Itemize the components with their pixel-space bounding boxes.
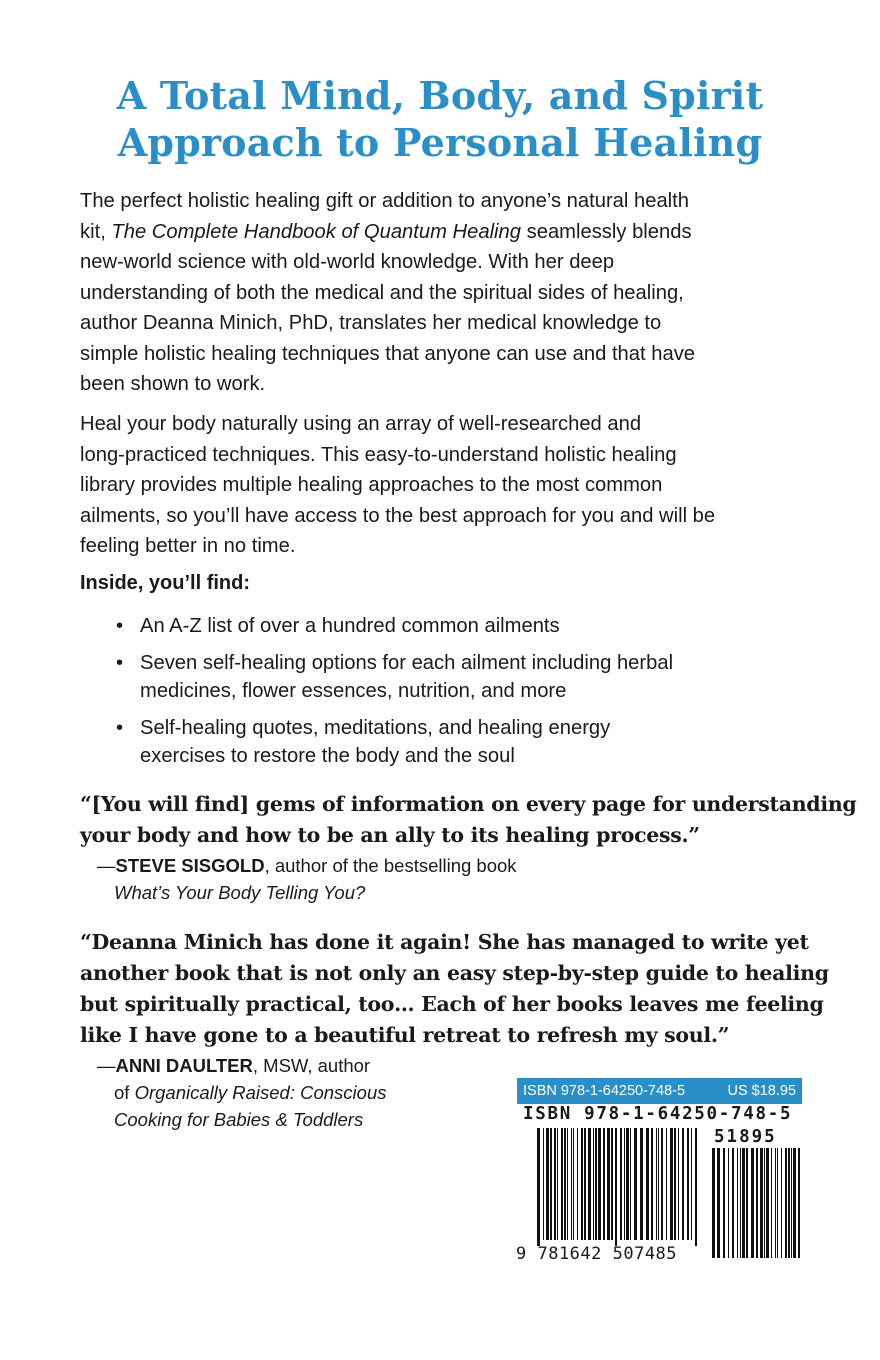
barcode-bar (640, 1128, 643, 1240)
second-paragraph (80, 409, 800, 562)
barcode-bar (785, 1148, 787, 1258)
barcode-bar (723, 1148, 725, 1258)
barcode-bar (682, 1128, 684, 1240)
barcode-bar (781, 1148, 782, 1258)
barcode-bar (646, 1128, 649, 1240)
barcode-bar (756, 1148, 758, 1258)
intro-line-prefix: kit, (80, 220, 112, 243)
barcode-bar (712, 1148, 715, 1258)
attribution-book-title: What’s Your Body Telling You? (114, 882, 366, 903)
quote-line: like I have gone to a beautiful retreat to refresh my soul.” (80, 1023, 730, 1047)
quote-line: your body and how to be an ally to its healing process.” (80, 823, 700, 847)
intro-line: understanding of both the medical and the spiritual sides of healing, (80, 281, 684, 304)
intro-line: been shown to work. (80, 373, 266, 395)
barcode-bar (737, 1148, 738, 1258)
list-item-text: Self-healing quotes, meditations, and healing energy (140, 716, 611, 739)
barcode-bar (742, 1148, 745, 1258)
barcode-bar (557, 1128, 558, 1240)
barcode-bar (656, 1128, 657, 1240)
ean-digits: 9 781642 507485 (516, 1244, 678, 1264)
intro-line-suffix: seamlessly blends (521, 220, 692, 243)
list-item-text: medicines, flower essences, nutrition, and more (140, 680, 567, 702)
barcode-bar (760, 1148, 763, 1258)
bullet-icon: • (116, 615, 124, 637)
bullet-icon: • (116, 716, 124, 739)
attribution-book-title: Organically Raised: Conscious (134, 1082, 387, 1103)
barcode-bar (554, 1128, 556, 1240)
barcode-bar (732, 1148, 734, 1258)
isbn-price-bar (517, 1078, 802, 1104)
barcode-bar (771, 1148, 772, 1258)
book-title: The Complete Handbook of Quantum Healing (111, 220, 522, 243)
barcode-bar (603, 1128, 605, 1240)
barcode-bar (615, 1128, 617, 1246)
inside-heading: Inside, you’ll find: (80, 572, 250, 594)
intro-line: author Deanna Minich, PhD, translates her medical knowledge to (80, 312, 662, 334)
barcode-bar (593, 1128, 594, 1240)
barcode-bar (620, 1128, 622, 1240)
barcode-bar (546, 1128, 549, 1240)
barcode-bar (717, 1148, 720, 1258)
attribution-book-2-line-2 (114, 1107, 363, 1134)
intro-line (80, 217, 800, 248)
barcode-bar (561, 1128, 563, 1240)
quote-line: “[You will find] gems of information on every page for understanding (80, 792, 857, 816)
list-item-text: exercises to restore the body and the soul (140, 745, 515, 767)
paragraph-line: library provides multiple healing approaches to the most common (80, 474, 663, 496)
barcode-bar (793, 1148, 796, 1258)
quote-attribution-1 (97, 853, 517, 880)
barcode-bar (607, 1128, 610, 1240)
barcode-bar (651, 1128, 653, 1240)
barcode-bar (550, 1128, 552, 1240)
addon-code: 51895 (714, 1127, 777, 1147)
barcode-main (537, 1128, 697, 1246)
barcode-bar (777, 1148, 778, 1258)
barcode-bar (695, 1128, 697, 1246)
list-item (80, 649, 800, 706)
barcode-bar (740, 1148, 741, 1258)
barcode-bar (670, 1128, 673, 1240)
author-role: , author of the bestselling book (264, 855, 517, 876)
quote-attribution-2 (97, 1053, 370, 1080)
barcode-addon (712, 1148, 800, 1258)
barcode-bar (788, 1148, 790, 1258)
barcode-bar (611, 1128, 613, 1240)
barcode-bar (764, 1148, 765, 1258)
attribution-book-2-line-1 (114, 1080, 387, 1107)
em-dash: — (97, 855, 116, 876)
barcode-bar (791, 1148, 792, 1258)
isbn-label: ISBN 978-1-64250-748-5 (523, 1083, 686, 1099)
barcode-bar (661, 1128, 663, 1240)
paragraph-line: Heal your body naturally using an array of well-researched and (80, 413, 642, 435)
feature-list (80, 612, 800, 779)
barcode-bar (624, 1128, 625, 1240)
barcode-bar (634, 1128, 637, 1240)
testimonial-quote-2 (80, 927, 829, 1051)
headline-line-1: A Total Mind, Body, and Spirit (116, 73, 764, 118)
quote-line: but spiritually practical, too… Each of her books leaves me feeling (80, 992, 824, 1016)
barcode-bar (588, 1128, 591, 1240)
list-item-text: An A-Z list of over a hundred common ailments (140, 615, 560, 637)
author-name: STEVE SISGOLD (115, 855, 265, 876)
bullet-icon: • (116, 651, 124, 674)
barcode-bar (666, 1128, 667, 1240)
em-dash: — (97, 1055, 116, 1076)
barcode-bar (798, 1148, 800, 1258)
barcode-bar (626, 1128, 629, 1240)
price-label: US $18.95 (727, 1083, 796, 1099)
author-name: ANNI DAULTER (115, 1055, 253, 1076)
intro-line: new-world science with old-world knowledge. With her deep (80, 251, 615, 273)
barcode-bar (658, 1128, 659, 1240)
barcode-bar (598, 1128, 601, 1240)
paragraph-line: long-practiced techniques. This easy-to-understand holistic healing (80, 443, 677, 466)
barcode-bar (567, 1128, 568, 1240)
testimonial-quote-1 (80, 789, 857, 851)
barcode-bar (728, 1148, 729, 1258)
barcode-bar (595, 1128, 597, 1240)
author-role: , MSW, author (252, 1055, 371, 1076)
barcode-bar (581, 1128, 583, 1240)
barcode-bar (543, 1128, 544, 1240)
barcode-bar (584, 1128, 586, 1240)
headline (0, 72, 880, 166)
isbn-barcode-text: ISBN 978-1-64250-748-5 (523, 1104, 793, 1124)
barcode-bar (751, 1148, 754, 1258)
list-item (80, 612, 800, 641)
barcode-bar (678, 1128, 679, 1240)
quote-line: another book that is not only an easy step-by-step guide to healing (80, 961, 829, 985)
list-item-text: Seven self-healing options for each ailment including herbal (140, 651, 674, 674)
barcode-bar (746, 1148, 748, 1258)
barcode-bar (766, 1148, 769, 1258)
barcode-bar (775, 1148, 776, 1258)
barcode-bar (564, 1128, 566, 1240)
barcode-bar (571, 1128, 572, 1240)
barcode-bar (687, 1128, 689, 1240)
paragraph-line: feeling better in no time. (80, 535, 296, 557)
barcode-bar (630, 1128, 631, 1240)
paragraph-line: ailments, so you’ll have access to the best approach for you and will be (80, 504, 716, 527)
barcode-bar (537, 1128, 540, 1246)
quote-line: “Deanna Minich has done it again! She has managed to write yet (80, 930, 809, 954)
intro-paragraph (80, 186, 800, 400)
barcode-bar (674, 1128, 676, 1240)
attribution-book-1 (114, 880, 365, 907)
barcode-bar (577, 1128, 578, 1240)
barcode-bar (691, 1128, 692, 1240)
intro-line: The perfect holistic healing gift or addition to anyone’s natural health (80, 190, 690, 212)
attribution-book-title: Cooking for Babies & Toddlers (114, 1109, 364, 1130)
barcode-bar (573, 1128, 574, 1240)
headline-line-2: Approach to Personal Healing (117, 120, 763, 165)
list-item (80, 714, 800, 771)
intro-line: simple holistic healing techniques that anyone can use and that have (80, 342, 696, 365)
attribution-of: of (114, 1082, 135, 1103)
